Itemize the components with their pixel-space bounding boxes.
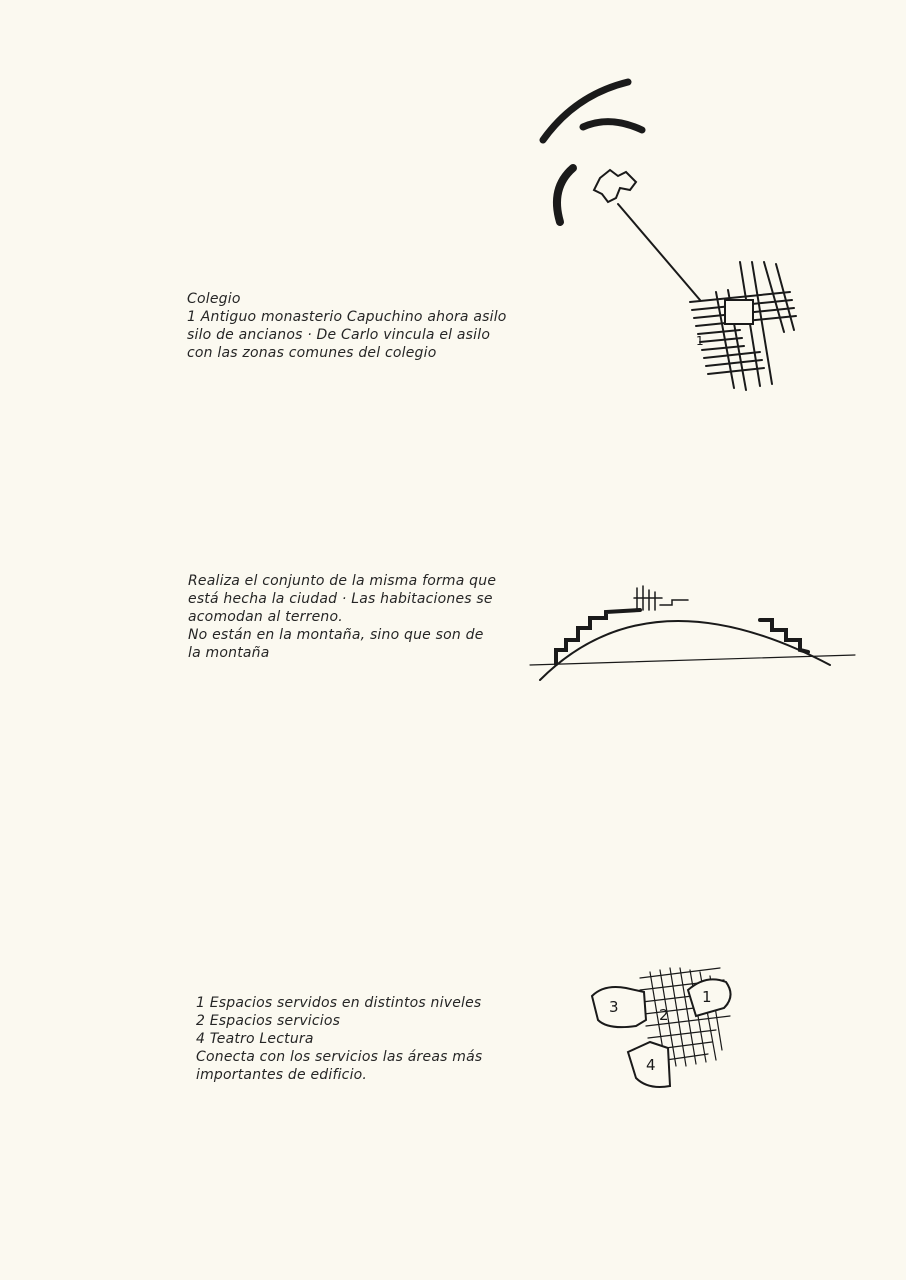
label-2: 2: [659, 1006, 669, 1024]
note-line: acomodan al terreno.: [188, 609, 343, 625]
note-line: Realiza el conjunto de la misma forma que: [188, 573, 497, 589]
note-line: importantes de edificio.: [196, 1067, 368, 1083]
label-1: 1: [702, 988, 712, 1006]
note-line: 4 Teatro Lectura: [196, 1031, 314, 1047]
note-line: silo de ancianos · De Carlo vincula el asilo: [187, 327, 491, 343]
note-line: con las zonas comunes del colegio: [187, 345, 437, 361]
note-line: la montaña: [188, 645, 270, 661]
note-line: Colegio: [187, 291, 241, 307]
space-3: [592, 987, 646, 1027]
label-4: 4: [646, 1056, 656, 1074]
note-line: está hecha la ciudad · Las habitaciones se: [188, 591, 493, 607]
note-line: 2 Espacios servicios: [196, 1013, 341, 1029]
note-line: Conecta con los servicios las áreas más: [196, 1049, 483, 1065]
building-label: 1: [696, 334, 704, 348]
note-line: 1 Antiguo monasterio Capuchino ahora asilo: [187, 309, 507, 325]
label-3: 3: [609, 998, 619, 1016]
note-line: No están en la montaña, sino que son de: [188, 627, 484, 643]
note-line: 1 Espacios servidos en distintos niveles: [196, 995, 482, 1011]
